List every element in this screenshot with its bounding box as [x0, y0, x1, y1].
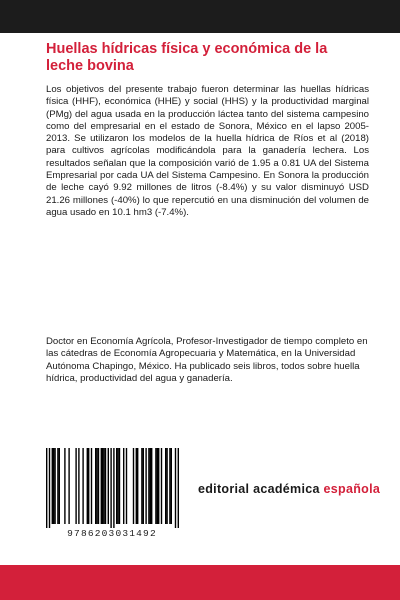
barcode-bar	[95, 448, 96, 524]
barcode-bar	[158, 448, 159, 524]
barcode-bar	[103, 448, 104, 524]
barcode-bar	[175, 448, 176, 528]
barcode-bar	[91, 448, 92, 524]
barcode-bar	[110, 448, 111, 528]
barcode-bar	[150, 448, 151, 524]
publisher-name: editorial académica	[198, 482, 324, 496]
barcode-bar	[105, 448, 106, 524]
barcode-bar	[52, 448, 53, 524]
barcode-bar	[64, 448, 65, 524]
barcode-bar	[169, 448, 170, 524]
barcode-bar	[82, 448, 83, 524]
barcode-bar	[46, 448, 47, 528]
barcode-bar	[96, 448, 97, 524]
barcode-bar	[78, 448, 79, 524]
barcode-bar	[49, 448, 50, 528]
barcode-bar	[155, 448, 156, 524]
barcode-bar	[57, 448, 58, 524]
barcode-bar	[113, 448, 114, 528]
barcode-bar	[54, 448, 55, 524]
barcode-bar	[123, 448, 124, 524]
barcode-bar	[145, 448, 146, 524]
barcode-bar	[108, 448, 109, 524]
book-title: Huellas hídricas física y económica de la leche bovina	[46, 41, 328, 74]
barcode-bar	[178, 448, 179, 528]
barcode-bar	[88, 448, 89, 524]
barcode-bar	[165, 448, 166, 524]
barcode-bar	[117, 448, 118, 524]
barcode-bar	[171, 448, 172, 524]
barcode-bar	[136, 448, 137, 524]
isbn-digits: 9786203031492	[67, 528, 157, 539]
barcode-bar	[137, 448, 138, 524]
barcode-bar	[141, 448, 142, 524]
barcode-bars	[40, 448, 184, 528]
barcode-bar	[59, 448, 60, 524]
barcode-bar	[133, 448, 134, 524]
bottom-band	[0, 565, 400, 600]
barcode-bar	[75, 448, 76, 524]
barcode-bar	[148, 448, 149, 524]
barcode-bar	[161, 448, 162, 524]
publisher-logo	[198, 482, 380, 496]
barcode-bar	[53, 448, 54, 524]
isbn-barcode	[40, 448, 184, 540]
barcode-bar	[166, 448, 167, 524]
barcode-bar	[98, 448, 99, 524]
barcode-bar	[119, 448, 120, 524]
barcode-bar	[151, 448, 152, 524]
top-band	[0, 0, 400, 33]
barcode-bar	[87, 448, 88, 524]
barcode-bar	[157, 448, 158, 524]
publisher-name-accent: española	[323, 482, 381, 496]
barcode-bar	[126, 448, 127, 524]
barcode-bar	[102, 448, 103, 524]
book-abstract: Los objetivos del presente trabajo fueron determinar las huellas hídricas física (HHF), económica (HHE) y social (HHS) y la productividad marginal (PMg) del agua usada en la producción láctea tanto del sistema campesino como del empresarial en el estado de Sonora, México en el lapso 2005-2013. Se utilizaron los modelos de la huella hídrica de Ríos et al (2018) para cultivos agrícolas modificándola para la ganadería lechera. Los resultados señalan que la composición varió de 1.95 a 0.81 UA del Sistema Empresarial por cada UA del Sistema Campesino. En Sonora la producción de leche cayó 9.92 millones de litros (-8.4%) y su valor disminuyó USD 21.26 millones (-40%) lo que repercutió en una disminución del volumen de agua usado en 10.1 hm3 (-7.4%).	[46, 84, 369, 218]
author-bio: Doctor en Economía Agrícola, Profesor-Investigador de tiempo completo en las cátedras de Economía Agropecuaria y Matemática, en la Universidad Autónoma Chapingo, México. Ha publicado seis libros, todos sobre huella hídrica, productividad del agua y ganadería.	[46, 336, 368, 384]
barcode-bar	[101, 448, 102, 524]
barcode-bar	[68, 448, 69, 524]
barcode-bar	[143, 448, 144, 524]
barcode-bar	[116, 448, 117, 524]
